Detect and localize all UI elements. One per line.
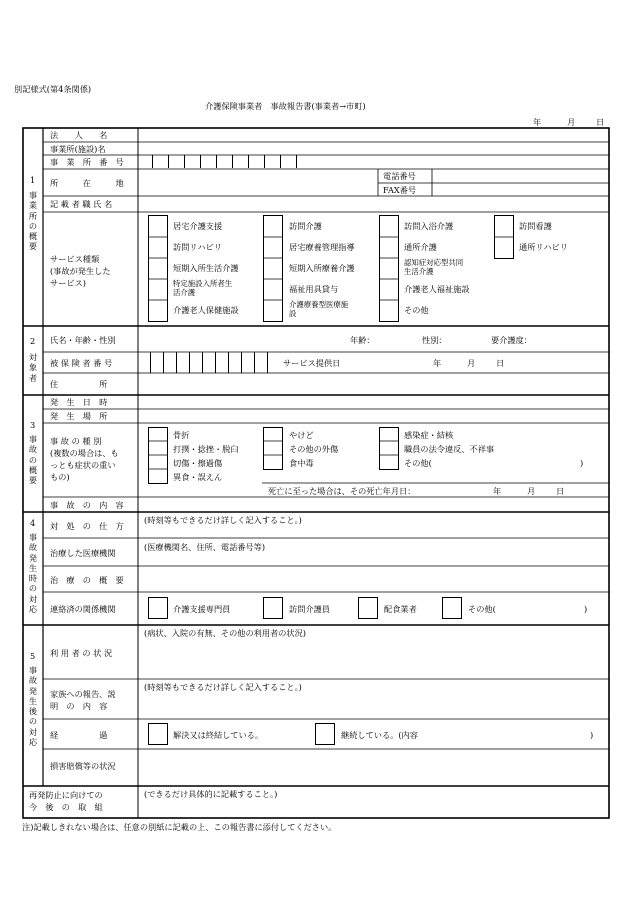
kind-option: やけど — [289, 430, 314, 440]
death-date-label: 死亡に至った場合は、その死亡年月日： — [268, 486, 416, 496]
occur-date-label: 発 生 日 時 — [50, 397, 108, 407]
service-option: 訪問看護 — [519, 221, 552, 231]
service-option: 設 — [289, 309, 297, 318]
sec4-title: 事故発生時の対応 — [28, 532, 38, 615]
service-date-year: 年 — [433, 358, 442, 368]
address-label: 所 在 地 — [50, 178, 124, 188]
service-option: 特定施設入所者生 — [173, 279, 233, 288]
service-option: 福祉用具貸与 — [289, 284, 339, 294]
contact-checkbox[interactable] — [263, 597, 283, 619]
service-option: 居宅介護支援 — [173, 221, 223, 231]
user-address-label: 住 所 — [50, 379, 108, 389]
ongoing-checkbox[interactable] — [315, 723, 335, 745]
prevention-note: (できるだけ具体的に記載すること。) — [144, 789, 278, 799]
hospital-note: (医療機関名、住所、電話番号等) — [144, 542, 266, 552]
service-option: 認知症対応型共同 — [404, 258, 464, 267]
date-year-label: 年 — [533, 117, 542, 127]
service-option: 短期入所療養介護 — [289, 263, 355, 273]
ongoing-option: 継続している。(内容 — [341, 730, 418, 740]
service-option: 介護老人福祉施設 — [404, 284, 470, 294]
sec4-number: 4 — [30, 518, 36, 528]
sec3-number: 3 — [30, 420, 36, 430]
resolved-option: 解決又は終結している。 — [173, 730, 264, 740]
resolved-checkbox[interactable] — [148, 723, 168, 745]
service-option: 訪問リハビリ — [173, 242, 222, 252]
contact-checkbox[interactable] — [148, 597, 168, 619]
method-label: 対 処 の 仕 方 — [50, 521, 124, 531]
family-report-label: 家族への報告、説 — [50, 689, 116, 699]
accident-kind-note: もの) — [50, 472, 70, 482]
user-state-label: 利 用 者 の 状 況 — [50, 648, 113, 658]
user-state-note: (病状、入院の有無、その他の利用者の状況) — [144, 628, 306, 638]
service-date-month: 月 — [467, 358, 476, 368]
progress-label: 経 過 — [50, 730, 108, 740]
prevention-label: 再発防止に向けての — [29, 790, 103, 800]
accident-kind-note: っとも症状の重い — [50, 460, 116, 470]
death-day: 日 — [556, 486, 565, 496]
service-option: 訪問介護 — [289, 221, 322, 231]
footnote: 注)記載しきれない場合は、任意の別紙に記載の上、この報告書に添付してください。 — [22, 822, 337, 832]
age-label: 年齢： — [350, 335, 375, 345]
office-name-label: 事業所(施設)名 — [50, 144, 106, 154]
tel-label: 電話番号 — [383, 171, 416, 181]
ongoing-close: ) — [590, 730, 594, 740]
kind-option: 打撲・捻挫・脱臼 — [173, 444, 239, 454]
office-no-label: 事 業 所 番 号 — [50, 157, 124, 167]
service-type-note: (事故が発生した — [50, 266, 111, 276]
sec5-title: 事故発生後の対応 — [28, 665, 38, 748]
accident-detail-label: 事 故 の 内 容 — [50, 500, 124, 510]
kind-other-close: ) — [580, 458, 584, 468]
contact-option: その他( — [468, 604, 496, 614]
insured-no-label: 被 保 険 者 番 号 — [50, 358, 113, 368]
date-day-label: 日 — [596, 117, 605, 127]
sec1-title: 事業所の概要 — [28, 190, 38, 252]
sec5-number: 5 — [30, 651, 36, 661]
contact-checkbox[interactable] — [442, 597, 462, 619]
contact-other-close: ) — [584, 604, 588, 614]
contact-checkbox[interactable] — [358, 597, 378, 619]
fax-label: FAX番号 — [383, 185, 417, 195]
sec2-number: 2 — [30, 336, 36, 346]
date-month-label: 月 — [567, 117, 576, 127]
service-option: 活介護 — [173, 288, 196, 297]
service-option: 通所介護 — [404, 242, 437, 252]
treatment-label: 治 療 の 概 要 — [50, 575, 124, 585]
sec1-number: 1 — [30, 175, 36, 185]
sec3-title: 事故の概要 — [28, 434, 38, 486]
accident-kind-note: (複数の場合は、も — [50, 448, 119, 458]
service-date-day: 日 — [496, 358, 505, 368]
service-option: その他 — [404, 305, 429, 315]
contact-option: 訪問介護員 — [289, 604, 330, 614]
method-note: (時刻等もできるだけ詳しく記入すること。) — [144, 515, 302, 525]
kind-option: 異食・誤えん — [173, 472, 223, 482]
death-month: 月 — [527, 486, 536, 496]
death-year: 年 — [493, 486, 502, 496]
kind-option: 骨折 — [173, 430, 190, 440]
corp-name-label: 法 人 名 — [50, 130, 108, 140]
kind-option: その他( — [404, 458, 432, 468]
service-option: 居宅療養管理指導 — [289, 242, 355, 252]
kind-option: その他の外傷 — [289, 444, 339, 454]
service-option: 介護療養型医療施 — [289, 300, 349, 309]
accident-kind-label: 事 故 の 種 別 — [50, 436, 102, 446]
kind-option: 切傷・擦過傷 — [173, 458, 223, 468]
service-option: 短期入所生活介護 — [173, 263, 239, 273]
contacted-label: 連絡済の関係機関 — [50, 604, 116, 614]
sec2-title: 対象者 — [28, 352, 38, 383]
service-option: 介護老人保健施設 — [173, 305, 239, 315]
prevention-label: 今 後 の 取 組 — [29, 802, 103, 812]
service-type-note: サービス) — [50, 278, 86, 288]
care-level-label: 要介護度： — [491, 335, 532, 345]
family-report-label: 明 の 内 容 — [50, 701, 108, 711]
kind-option: 食中毒 — [289, 458, 314, 468]
name-age-sex-label: 氏名・年齢・性別 — [50, 335, 116, 345]
kind-option: 感染症・結核 — [404, 430, 454, 440]
form-title: 介護保険事業者 事故報告書(事業者→市町) — [205, 101, 366, 111]
service-option: 通所リハビリ — [519, 242, 568, 252]
form-label: 別記様式(第4条関係) — [14, 84, 92, 94]
occur-place-label: 発 生 場 所 — [50, 411, 108, 421]
contact-option: 配食業者 — [384, 604, 417, 614]
sex-label: 性別： — [422, 335, 447, 345]
compensation-label: 損害賠償等の状況 — [50, 761, 116, 771]
service-option: 生活介護 — [404, 267, 434, 276]
family-report-note: (時刻等もできるだけ詳しく記入すること。) — [144, 682, 302, 692]
writer-label: 記 載 者 職 氏 名 — [50, 199, 113, 209]
kind-option: 職員の法令違反、不祥事 — [404, 444, 495, 454]
service-option: 訪問入浴介護 — [404, 221, 454, 231]
hospital-label: 治療した医療機関 — [50, 548, 116, 558]
service-date-label: サービス提供日 — [283, 358, 341, 368]
service-type-label: サービス種類 — [50, 254, 100, 264]
contact-option: 介護支援専門員 — [173, 604, 231, 614]
